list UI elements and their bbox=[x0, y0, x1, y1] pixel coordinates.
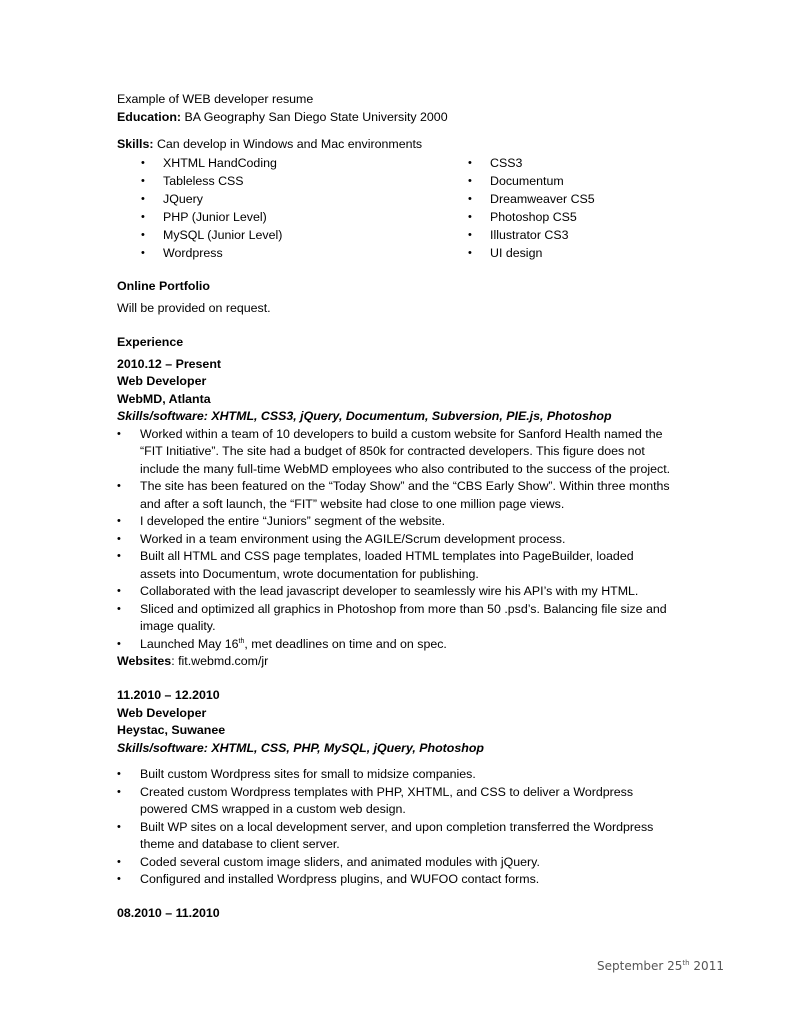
job-bullet-list bbox=[117, 426, 672, 654]
portfolio-text: Will be provided on request. bbox=[117, 301, 271, 316]
job-dates-text: 11.2010 – 12.2010 bbox=[117, 688, 220, 703]
job-bullet: • Worked in a team environment using the AGILE/Scrum development process. bbox=[117, 531, 672, 549]
job-bullet: • Sliced and optimized all graphics in Photoshop from more than 50 .psd’s. Balancing file size and image quality. bbox=[117, 601, 672, 636]
skill-item: • UI design bbox=[444, 244, 595, 262]
job-skills: Skills/software: XHTML, CSS, PHP, MySQL, jQuery, Photoshop bbox=[117, 740, 484, 755]
skill-item: • JQuery bbox=[117, 190, 444, 208]
job-dates-text: 2010.12 – Present bbox=[117, 356, 222, 371]
resume-content bbox=[117, 91, 677, 923]
job-entry bbox=[117, 905, 677, 923]
job-bullet: • The site has been featured on the “Today Show” and the “CBS Early Show”. Within three months and after a soft launch, the “FIT” website had close to one million page views. bbox=[117, 478, 672, 513]
skills-line bbox=[117, 136, 677, 154]
job-bullet-text: , met deadlines on time and on spec. bbox=[244, 636, 447, 651]
footer-date-text: 2011 bbox=[689, 959, 724, 973]
job-bullet: • Worked within a team of 10 developers to build a custom website for Sanford Health named the “FIT Initiative”. The site had a budget of 850k for contracted developers. This figure does not include the many full-time WebMD employees who also contributed to the success of the project. bbox=[117, 426, 672, 479]
job-title-text: Web Developer bbox=[117, 374, 207, 389]
ordinal-suffix: th bbox=[238, 637, 245, 645]
job-title bbox=[117, 373, 677, 391]
websites-line bbox=[117, 653, 677, 671]
job-bullet: • Created custom Wordpress templates with PHP, XHTML, and CSS to deliver a Wordpress powered CMS wrapped in a custom web design. bbox=[117, 784, 672, 819]
job-company-text: Heystac, Suwanee bbox=[117, 723, 226, 738]
footer-date-text: September 25 bbox=[597, 959, 683, 973]
job-entry bbox=[117, 356, 677, 671]
ordinal-suffix: th bbox=[682, 959, 690, 967]
job-entry bbox=[117, 687, 677, 889]
skills-list-right bbox=[444, 154, 595, 262]
job-bullet-text: Launched May 16 bbox=[140, 636, 239, 651]
job-bullet: • I developed the entire “Juniors” segment of the website. bbox=[117, 513, 672, 531]
skill-item: • Tableless CSS bbox=[117, 172, 444, 190]
skill-item: • XHTML HandCoding bbox=[117, 154, 444, 172]
job-bullet: • Coded several custom image sliders, and animated modules with jQuery. bbox=[117, 854, 672, 872]
websites-label: Websites bbox=[117, 654, 172, 669]
experience-heading bbox=[117, 334, 677, 352]
job-dates bbox=[117, 905, 677, 923]
skill-item: • Illustrator CS3 bbox=[444, 226, 595, 244]
skills-value: Can develop in Windows and Mac environments bbox=[153, 137, 423, 152]
skill-item: • Wordpress bbox=[117, 244, 444, 262]
job-company bbox=[117, 391, 677, 409]
education-line bbox=[117, 109, 677, 127]
job-company-text: WebMD, Atlanta bbox=[117, 391, 211, 406]
job-dates-text: 08.2010 – 11.2010 bbox=[117, 905, 220, 920]
skills-list bbox=[117, 154, 677, 262]
education-value: BA Geography San Diego State University 2000 bbox=[181, 109, 448, 124]
job-dates bbox=[117, 356, 677, 374]
job-title-text: Web Developer bbox=[117, 705, 207, 720]
job-bullet: • Built all HTML and CSS page templates, loaded HTML templates into PageBuilder, loaded assets into Documentum, wrote documentation for publishing. bbox=[117, 548, 672, 583]
job-bullet: • Collaborated with the lead javascript developer to seamlessly wire his API’s with my HTML. bbox=[117, 583, 672, 601]
job-title bbox=[117, 705, 677, 723]
experience-heading-text: Experience bbox=[117, 334, 184, 349]
skill-item: • Photoshop CS5 bbox=[444, 208, 595, 226]
job-bullet-list bbox=[117, 766, 672, 889]
skill-item: • MySQL (Junior Level) bbox=[117, 226, 444, 244]
job-bullet: • Built custom Wordpress sites for small to midsize companies. bbox=[117, 766, 672, 784]
education-label: Education: bbox=[117, 109, 182, 124]
job-dates bbox=[117, 687, 677, 705]
page-footer-date bbox=[597, 958, 724, 976]
skills-label: Skills: bbox=[117, 137, 154, 152]
websites-value: : fit.webmd.com/jr bbox=[171, 654, 269, 669]
skills-list-left bbox=[117, 154, 444, 262]
job-bullet bbox=[117, 636, 672, 654]
job-bullet: • Configured and installed Wordpress plugins, and WUFOO contact forms. bbox=[117, 871, 672, 889]
document-title: Example of WEB developer resume bbox=[117, 92, 314, 106]
skill-item: • PHP (Junior Level) bbox=[117, 208, 444, 226]
skill-item: • Dreamweaver CS5 bbox=[444, 190, 595, 208]
job-company bbox=[117, 722, 677, 740]
portfolio-heading-text: Online Portfolio bbox=[117, 278, 210, 293]
job-bullet: • Built WP sites on a local development server, and upon completion transferred the Wordpress theme and database to client server. bbox=[117, 819, 672, 854]
job-skills: Skills/software: XHTML, CSS3, jQuery, Documentum, Subversion, PIE.js, Photoshop bbox=[117, 409, 612, 424]
portfolio-heading bbox=[117, 278, 677, 296]
skill-item: • Documentum bbox=[444, 172, 595, 190]
skill-item: • CSS3 bbox=[444, 154, 595, 172]
